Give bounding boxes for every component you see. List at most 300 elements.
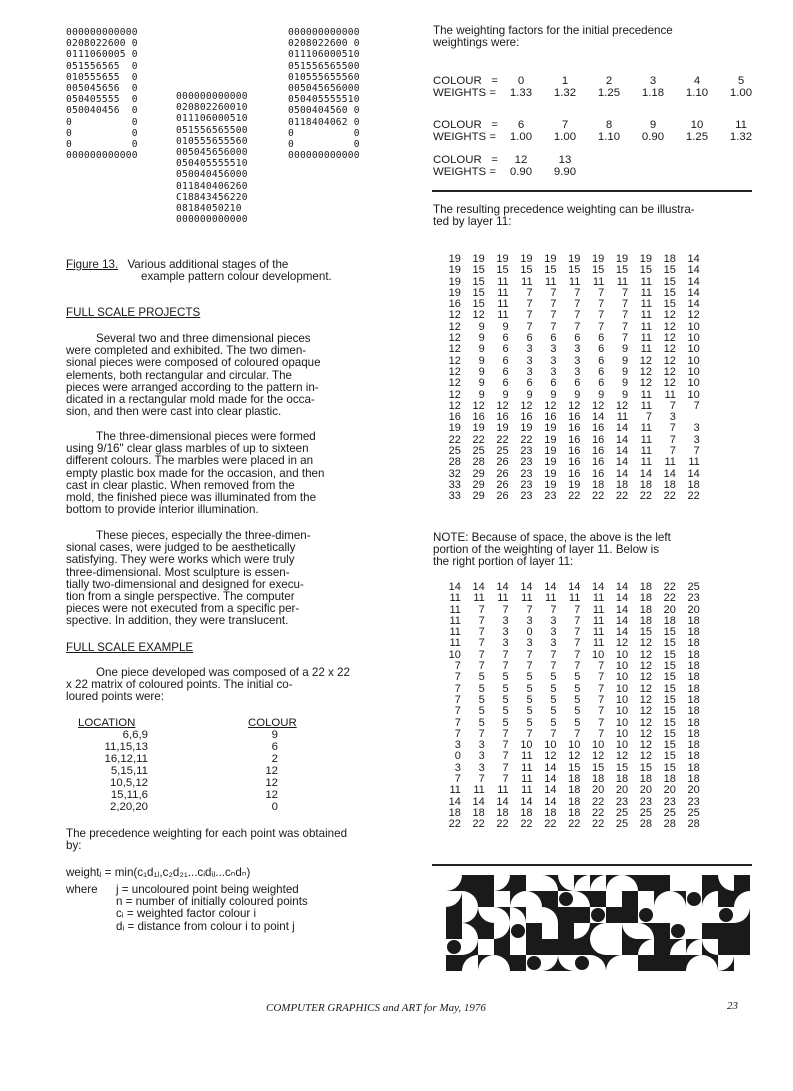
grid-cell: 11	[640, 286, 653, 299]
grid-cell: 7	[454, 727, 461, 740]
grid-cell: 6	[502, 354, 509, 367]
grid-cell: 25	[448, 445, 461, 458]
grid-cell: 7	[574, 298, 581, 311]
paragraph-line: The three-dimensional pieces were formed	[96, 430, 316, 443]
paragraph-line: tially two-dimensional and designed for execu-	[66, 577, 304, 591]
grid-cell: 7	[550, 603, 557, 616]
grid-cell: 16	[568, 445, 581, 458]
grid-cell: 7	[622, 298, 629, 311]
example-paragraph-2	[66, 828, 396, 852]
grid-cell: 14	[520, 795, 533, 808]
grid-cell: 7	[574, 637, 581, 650]
grid-cell: 7	[502, 727, 509, 740]
pattern-line: 011840406260	[176, 180, 248, 192]
grid-cell: 9	[478, 365, 485, 378]
colour-cell: 12	[265, 789, 278, 801]
pattern-circle	[559, 892, 573, 906]
pattern-square	[718, 939, 734, 955]
grid-cell: 7	[645, 411, 653, 424]
grid-cell: 22	[448, 818, 461, 831]
grid-cell: 16	[591, 433, 605, 446]
grid-cell: 12	[639, 727, 653, 740]
grid-cell: 15	[663, 648, 676, 661]
grid-cell: 11	[688, 456, 700, 469]
pattern-line: 005045656000	[176, 147, 248, 159]
grid-cell: 6	[574, 332, 581, 345]
grid-row	[437, 785, 700, 796]
pattern-square	[526, 939, 542, 955]
grid-cell: 3	[574, 354, 581, 367]
grid-cell: 20	[663, 784, 676, 797]
grid-cell: 12	[663, 343, 676, 356]
pattern-quarter-circle	[702, 891, 718, 907]
location-cell: 16,12,11	[104, 753, 148, 765]
pattern-line: 010555655560	[176, 135, 248, 147]
grid-cell: 12	[639, 637, 653, 650]
grid-cell: 11	[545, 275, 557, 288]
colour-value: 12	[514, 154, 528, 166]
grid-cell: 14	[615, 467, 629, 480]
grid-cell: 7	[478, 626, 485, 639]
grid-cell: 33	[448, 490, 461, 503]
grid-cell: 18	[639, 773, 653, 786]
grid-cell: 12	[663, 377, 676, 390]
grid-cell: 14	[615, 603, 629, 616]
grid-cell: 3	[478, 750, 485, 763]
pattern-line: 050405555510	[288, 94, 360, 106]
grid-cell: 29	[472, 467, 485, 480]
pattern-square	[734, 939, 750, 955]
colour-cell: 12	[265, 777, 278, 789]
pattern-square	[510, 955, 526, 971]
grid-cell: 11	[592, 592, 605, 605]
grid-cell: 7	[502, 739, 509, 752]
grid-cell: 12	[591, 750, 605, 763]
grid-cell: 14	[496, 581, 509, 593]
grid-cell: 3	[526, 637, 533, 650]
pattern-quarter-circle	[718, 875, 734, 891]
grid-cell: 22	[568, 818, 581, 831]
grid-cell: 18	[687, 705, 700, 718]
grid-cell: 9	[526, 388, 533, 401]
paragraph-line: elements, both rectangular and circular. The	[66, 368, 292, 382]
grid-cell: 11	[640, 399, 653, 412]
weight-value: 1.32	[729, 131, 753, 143]
grid-cell: 7	[502, 603, 509, 616]
grid-cell: 22	[472, 433, 485, 446]
table-row	[76, 741, 306, 753]
grid-cell: 9	[478, 343, 485, 356]
grid-cell: 23	[663, 795, 676, 808]
grid-cell: 15	[615, 761, 629, 774]
pattern-line: 050405555510	[176, 158, 248, 170]
grid-cell: 11	[473, 592, 485, 605]
grid-cell: 28	[639, 818, 653, 831]
grid-cell: 18	[687, 739, 700, 752]
weight-value: 1.00	[509, 131, 533, 143]
grid-cell: 23	[544, 490, 557, 503]
pattern-square	[542, 891, 558, 907]
grid-cell: 28	[472, 456, 485, 469]
grid-cell: 18	[687, 648, 700, 661]
colour-row	[433, 154, 587, 166]
grid-row	[437, 491, 700, 502]
location-header: LOCATION	[78, 717, 136, 729]
grid-row	[437, 344, 700, 355]
grid-cell: 7	[550, 727, 557, 740]
grid-cell: 19	[544, 422, 557, 435]
grid-cell: 3	[693, 422, 700, 435]
figure-caption-line1: Various additional stages of the	[127, 258, 289, 271]
grid-cell: 7	[526, 603, 533, 616]
pattern-square	[558, 939, 574, 955]
grid-cell: 19	[544, 253, 557, 265]
grid-row	[437, 310, 700, 321]
pattern-circle	[687, 892, 701, 906]
grid-cell: 12	[448, 365, 461, 378]
grid-cell: 9	[622, 377, 629, 390]
grid-cell: 23	[520, 445, 533, 458]
grid-cell: 15	[663, 705, 676, 718]
grid-cell: 18	[687, 693, 700, 706]
colour-value: 2	[605, 75, 613, 87]
grid-cell: 28	[448, 456, 461, 469]
paragraph-line: bottom to provide interior illumination.	[66, 503, 259, 517]
grid-cell: 12	[639, 739, 653, 752]
grid-cell: 7	[454, 693, 461, 706]
pattern-circle	[639, 908, 653, 922]
grid-cell: 14	[544, 795, 557, 808]
pattern-square	[526, 923, 542, 939]
grid-cell: 22	[520, 818, 533, 831]
example-paragraph-1	[66, 667, 386, 704]
paragraph-line: different colours. The marbles were placed in an	[66, 454, 314, 468]
grid-cell: 25	[663, 806, 676, 819]
pattern-square	[654, 875, 670, 891]
grid-cell: 7	[669, 433, 676, 446]
full-scale-projects-heading: FULL SCALE PROJECTS	[66, 306, 201, 319]
grid-cell: 9	[502, 320, 509, 333]
grid-cell: 6	[502, 343, 509, 356]
pattern-quarter-circle	[558, 875, 574, 891]
grid-cell: 22	[472, 818, 485, 831]
grid-cell: 7	[574, 626, 581, 639]
grid-cell: 22	[568, 490, 581, 503]
grid-cell: 7	[598, 671, 605, 684]
grid-cell: 9	[598, 388, 605, 401]
grid-cell: 6	[598, 365, 605, 378]
pattern-quarter-circle	[494, 907, 510, 923]
grid-cell: 15	[472, 298, 485, 311]
grid-cell: 10	[568, 739, 581, 752]
location-cell: 2,20,20	[109, 801, 148, 813]
pattern-line: 0208022600 0	[66, 38, 138, 50]
paragraph-line: were completed and exhibited. The two dimen-	[66, 344, 307, 358]
grid-cell: 11	[497, 784, 509, 797]
grid-cell: 6	[598, 354, 605, 367]
precedence-intro	[433, 204, 763, 228]
grid-cell: 7	[574, 648, 581, 661]
grid-row	[437, 718, 700, 729]
grid-cell: 7	[478, 660, 485, 673]
grid-cell: 7	[502, 660, 509, 673]
grid-cell: 7	[526, 320, 533, 333]
grid-cell: 11	[473, 784, 485, 797]
grid-cell: 10	[615, 693, 629, 706]
grid-cell: 12	[448, 388, 461, 401]
grid-cell: 19	[448, 286, 461, 299]
grid-cell: 11	[592, 614, 605, 627]
table-row	[76, 765, 306, 777]
grid-cell: 14	[544, 773, 557, 786]
grid-cell: 7	[574, 727, 581, 740]
pattern-line: 051556565 0	[66, 60, 138, 72]
pattern-quarter-circle	[654, 891, 670, 907]
grid-cell: 12	[448, 377, 461, 390]
pattern-square	[654, 939, 670, 955]
pattern-square	[590, 891, 606, 907]
grid-cell: 7	[622, 309, 629, 322]
pattern-line: 000000000000	[176, 91, 248, 102]
grid-cell: 12	[639, 354, 653, 367]
grid-cell: 11	[616, 275, 629, 288]
grid-cell: 22	[663, 490, 676, 503]
grid-cell: 16	[568, 467, 581, 480]
grid-cell: 7	[550, 309, 557, 322]
grid-cell: 20	[639, 784, 653, 797]
pattern-square	[734, 875, 750, 891]
grid-cell: 14	[687, 298, 700, 311]
location-cell: 5,15,11	[110, 765, 148, 777]
grid-cell: 16	[472, 411, 485, 424]
table-row	[76, 729, 306, 741]
definition-line: dᵢ = distance from colour i to point j	[116, 919, 295, 933]
pattern-line: 020802260010	[176, 102, 248, 114]
grid-cell: 15	[663, 660, 676, 673]
colour-value: 8	[605, 119, 613, 131]
pattern-circle	[447, 940, 461, 954]
pattern-square	[558, 907, 574, 923]
paragraph-line: spective. In addition, they were translucent.	[66, 614, 289, 628]
grid-cell: 14	[544, 761, 557, 774]
grid-cell: 15	[663, 761, 676, 774]
grid-cell: 7	[622, 286, 629, 299]
figure-caption	[66, 259, 386, 283]
grid-cell: 5	[478, 705, 485, 718]
grid-cell: 3	[502, 626, 509, 639]
grid-cell: 15	[544, 264, 557, 277]
weights-label: WEIGHTS =	[433, 131, 496, 143]
pattern-line: 0 0	[66, 139, 138, 151]
pattern-square	[718, 923, 734, 939]
grid-cell: 11	[640, 343, 653, 356]
divider-bottom	[432, 864, 752, 866]
grid-cell: 3	[550, 365, 557, 378]
grid-cell: 23	[520, 490, 533, 503]
weight-value: 1.25	[685, 131, 709, 143]
pattern-line: 050040456000	[176, 169, 248, 181]
grid-cell: 15	[639, 761, 653, 774]
grid-cell: 10	[448, 648, 461, 661]
grid-cell: 11	[521, 592, 533, 605]
grid-cell: 5	[478, 716, 485, 729]
grid-row	[437, 322, 700, 333]
grid-cell: 22	[591, 490, 605, 503]
grid-cell: 7	[478, 603, 485, 616]
grid-cell: 14	[472, 581, 485, 593]
grid-cell: 14	[615, 614, 629, 627]
grid-cell: 12	[568, 750, 581, 763]
pattern-quarter-circle	[446, 875, 462, 891]
grid-cell: 6	[502, 377, 509, 390]
grid-cell: 10	[687, 354, 700, 367]
colour-value: 1	[561, 75, 569, 87]
grid-cell: 14	[448, 795, 461, 808]
grid-cell: 12	[472, 399, 485, 412]
grid-cell: 7	[550, 298, 557, 311]
location-cell: 6,6,9	[122, 729, 148, 741]
grid-cell: 6	[598, 377, 605, 390]
grid-cell: 11	[592, 275, 605, 288]
grid-cell: 20	[591, 784, 605, 797]
pattern-quarter-circle	[622, 923, 638, 939]
grid-cell: 11	[664, 388, 676, 401]
pattern-quarter-circle	[686, 939, 702, 955]
grid-cell: 11	[640, 298, 653, 311]
pattern-circle	[671, 924, 685, 938]
grid-cell: 5	[478, 682, 485, 695]
grid-cell: 10	[615, 739, 629, 752]
pattern-circle	[575, 956, 589, 970]
grid-cell: 7	[526, 298, 533, 311]
grid-cell: 11	[521, 784, 533, 797]
grid-cell: 11	[640, 309, 653, 322]
grid-cell: 6	[502, 332, 509, 345]
grid-cell: 19	[520, 253, 533, 265]
pattern-square	[734, 923, 750, 939]
grid-cell: 16	[591, 456, 605, 469]
grid-cell: 5	[550, 671, 557, 684]
pattern-quarter-circle	[686, 955, 702, 971]
grid-cell: 14	[591, 581, 605, 593]
figure-caption-line2: example pattern colour development.	[141, 270, 332, 284]
pattern-line: 000000000000	[288, 27, 360, 38]
paragraph-line: using 9/16" clear glass marbles of up to sixteen	[66, 442, 309, 456]
grid-cell: 9	[478, 320, 485, 333]
grid-row	[437, 616, 700, 627]
grid-cell: 11	[449, 784, 461, 797]
pattern-square	[654, 923, 670, 939]
grid-cell: 7	[598, 693, 605, 706]
grid-cell: 7	[598, 705, 605, 718]
grid-cell: 23	[687, 795, 700, 808]
grid-cell: 18	[615, 478, 629, 491]
grid-row	[437, 457, 700, 468]
weight-value: 1.00	[729, 87, 753, 99]
grid-cell: 16	[568, 411, 581, 424]
weights-row	[433, 131, 763, 143]
grid-cell: 23	[520, 456, 533, 469]
grid-cell: 12	[639, 682, 653, 695]
grid-cell: 12	[639, 716, 653, 729]
pattern-quarter-circle	[622, 875, 638, 891]
colour-cell: 6	[271, 741, 278, 753]
grid-cell: 12	[639, 377, 653, 390]
grid-cell: 11	[449, 614, 461, 627]
grid-cell: 14	[615, 422, 629, 435]
grid-cell: 18	[448, 806, 461, 819]
grid-cell: 5	[574, 716, 581, 729]
pattern-square	[558, 923, 574, 939]
pattern-quarter-circle	[478, 907, 494, 923]
grid-cell: 3	[693, 433, 700, 446]
grid-cell: 9	[478, 388, 485, 401]
paragraph-line: the right portion of layer 11:	[433, 555, 574, 569]
grid-cell: 20	[615, 784, 629, 797]
grid-cell: 9	[478, 332, 485, 345]
pattern-square	[702, 875, 718, 891]
pattern-quarter-circle	[542, 875, 558, 891]
grid-cell: 3	[526, 343, 533, 356]
grid-cell: 6	[598, 332, 605, 345]
grid-cell: 5	[550, 693, 557, 706]
grid-cell: 15	[663, 682, 676, 695]
pattern-square	[622, 891, 638, 907]
grid-cell: 9	[574, 388, 581, 401]
grid-cell: 15	[663, 626, 676, 639]
grid-cell: 16	[496, 411, 509, 424]
grid-cell: 18	[568, 795, 581, 808]
grid-cell: 22	[496, 433, 509, 446]
grid-cell: 25	[615, 818, 629, 831]
pattern-square	[654, 955, 670, 971]
grid-cell: 19	[448, 422, 461, 435]
weight-value: 0.90	[641, 131, 665, 143]
grid-cell: 22	[544, 818, 557, 831]
weight-formula: weightⱼ = min(c₁d₁ⱼ,c₂d₂₁...cᵢdᵢⱼ...cₙdₙ)	[66, 866, 251, 879]
pattern-quarter-circle	[478, 955, 494, 971]
grid-cell: 19	[544, 445, 557, 458]
grid-cell: 18	[568, 784, 581, 797]
grid-cell: 18	[687, 660, 700, 673]
colour-value: 7	[561, 119, 569, 131]
grid-cell: 25	[639, 806, 653, 819]
pattern-quarter-circle	[574, 891, 590, 907]
pattern-line: 0118404062 0	[288, 116, 360, 128]
grid-cell: 18	[639, 603, 653, 616]
grid-cell: 11	[592, 603, 605, 616]
grid-cell: 7	[669, 445, 676, 458]
grid-cell: 7	[526, 648, 533, 661]
grid-cell: 20	[663, 603, 676, 616]
pattern-quarter-circle	[606, 875, 622, 891]
grid-cell: 9	[622, 365, 629, 378]
grid-cell: 22	[639, 490, 653, 503]
grid-cell: 7	[550, 286, 557, 299]
grid-cell: 14	[615, 592, 629, 605]
grid-cell: 10	[687, 365, 700, 378]
grid-cell: 14	[687, 467, 700, 480]
grid-cell: 18	[687, 637, 700, 650]
grid-cell: 3	[454, 761, 461, 774]
colour-value: 13	[558, 154, 572, 166]
grid-cell: 12	[639, 365, 653, 378]
grid-cell: 19	[544, 433, 557, 446]
grid-note	[433, 532, 763, 569]
grid-cell: 16	[568, 422, 581, 435]
grid-cell: 7	[598, 682, 605, 695]
grid-cell: 22	[615, 490, 629, 503]
